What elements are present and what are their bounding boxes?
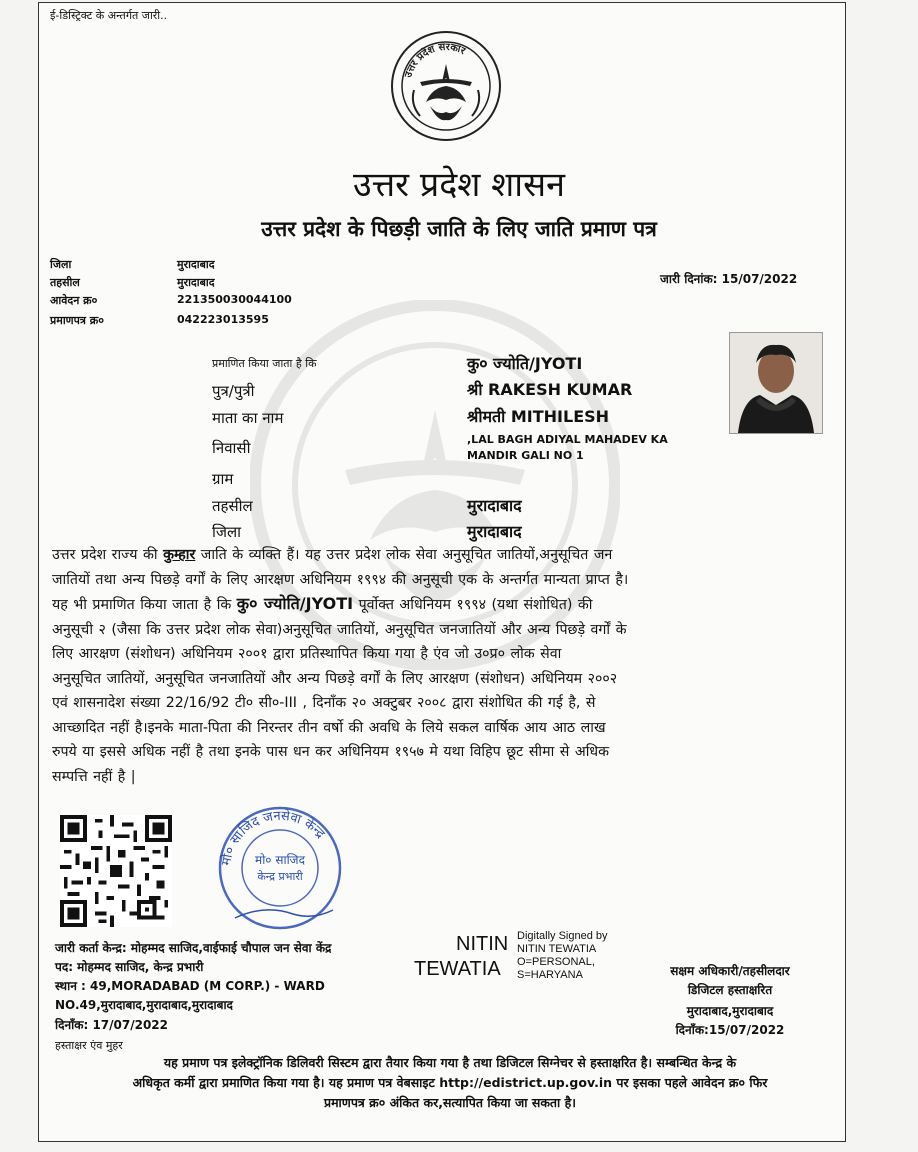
tehsil-value: मुरादाबाद	[177, 276, 215, 289]
body-line: रुपये या इससे अधिक नहीं है तथा इनके पास धन कर अधिनियम १९५७ मे यथा विहिप छूट सीमा से अधिक	[52, 744, 609, 760]
application-number: 221350030044100	[177, 293, 292, 306]
footer-line: प्रमाणपत्र क्र० अंकित कर,सत्यापित किया जा सकता है।	[323, 1095, 577, 1110]
digital-sign-line4: S=HARYANA	[517, 969, 583, 981]
tehsil-detail-value: मुरादाबाद	[467, 496, 522, 515]
body-applicant-name: कु० ज्योति/JYOTI	[236, 594, 354, 613]
svg-text:उत्तर प्रदेश सरकार	[403, 42, 468, 80]
body-line: सम्पत्ति नहीं है |	[52, 768, 136, 785]
stamp-ring-text: मो० साजिद जनसेवा केन्द्र	[219, 808, 328, 867]
son-daughter-label: पुत्र/पुत्री	[212, 382, 255, 400]
page-title: उत्तर प्रदेश शासन	[353, 165, 565, 205]
body-line: अनुसूची २ (जैसा कि उत्तर प्रदेश लोक सेवा)अनुसूचित जातियों, अनुसूचित जनजातियों और अन्य पिछड़े वर्गों के	[52, 621, 627, 638]
page-subtitle: उत्तर प्रदेश के पिछड़ी जाति के लिए जाति प्रमाण पत्र	[261, 217, 657, 241]
issuer-post: पद: मोहम्मद साजिद, केन्द्र प्रभारी	[55, 960, 204, 974]
sign-seal-label: हस्ताक्षर एंव मुहर	[55, 1039, 123, 1052]
certify-label: प्रमाणित किया जाता है कि	[212, 357, 317, 370]
officer-line3: मुरादाबाद,मुरादाबाद	[686, 1004, 774, 1018]
verification-note	[55, 1053, 845, 1113]
officer-date: दिनाँक:15/07/2022	[675, 1023, 785, 1037]
body-line: जातियों तथा अन्य पिछड़े वर्गों के लिए आरक्षण अधिनियम १९९४ की अनुसूची एक के अन्तर्गत मान्यता प्राप्त है।	[52, 571, 629, 588]
issuer-place-line1: स्थान : 49,MORADABAD (M CORP.) - WARD	[55, 979, 325, 993]
digital-sign-line2: NITIN TEWATIA	[517, 943, 597, 955]
certificate-body	[52, 543, 832, 789]
body-line: लिए आरक्षण (संशोधन) अधिनियम २००१ द्वारा प्रतिस्थापित किया गया है एंव जो उ०प्र० लोक सेवा	[52, 646, 562, 662]
issuer-center: जारी कर्ता केन्द्र: मोहम्मद साजिद,वाईफाई चौपाल जन सेवा केंद्र	[55, 941, 332, 955]
digital-sign-line3: O=PERSONAL,	[517, 956, 595, 968]
caste-name: कुम्हार	[163, 547, 196, 563]
signer-name-line2: TEWATIA	[414, 958, 501, 980]
footer-line: यह प्रमाण पत्र इलेक्ट्रॉनिक डिलिवरी सिस्टम द्वारा तैयार किया गया है तथा डिजिटल सिग्नेचर से हस्ताक्षरित है। सम्बन्धित केन्द्र के	[163, 1055, 737, 1070]
tehsil-label: तहसील	[50, 276, 80, 289]
up-government-emblem	[390, 30, 502, 142]
signer-name-line1: NITIN	[456, 933, 509, 955]
issuer-place-line2: NO.49,मुरादाबाद,मुरादाबाद,मुरादाबाद	[55, 998, 233, 1012]
stamp-center-line2: केन्द्र प्रभारी	[257, 870, 303, 883]
address-line1: ,LAL BAGH ADIYAL MAHADEV KA	[467, 433, 668, 446]
mother-name: श्रीमती MITHILESH	[467, 407, 610, 426]
officer-line2: डिजिटल हस्ताक्षरित	[687, 983, 773, 997]
district-detail-value: मुरादाबाद	[467, 522, 522, 541]
body-line: एवं शासनादेश संख्या 22/16/92 टी० सी०-III , दिनाँक २० अक्टुबर २००८ द्वारा संशोधित की गई है, से	[52, 695, 596, 711]
tehsil-detail-label: तहसील	[212, 497, 253, 515]
body-line: यह भी प्रमाणित किया जाता है कि कु० ज्योति/JYOTI पूर्वोक्त अधिनियम १९९४ (यथा संशोधित) की	[52, 594, 593, 613]
body-line: अनुसूचित जातियों, अनुसूचित जनजातियों और अन्य पिछड़े वर्गों के लिए आरक्षण (संशोधन) अधिनियम २००२	[52, 670, 618, 687]
body-line: आच्छादित नहीं है।इनके माता-पिता की निरन्तर तीन वर्षो की अवधि के लिये सकल वार्षिक आय आठ लाख	[52, 719, 606, 736]
district-value: मुरादाबाद	[177, 258, 215, 271]
father-name: श्री RAKESH KUMAR	[467, 380, 633, 399]
certificate-label: प्रमाणपत्र क्र०	[50, 314, 104, 327]
resident-label: निवासी	[212, 439, 251, 457]
village-label: ग्राम	[212, 470, 234, 488]
qr-code	[60, 815, 172, 927]
mother-label: माता का नाम	[212, 409, 284, 427]
stamp-center-line1: मो० साजिद	[255, 853, 305, 867]
certificate-number: 042223013595	[177, 313, 269, 326]
applicant-photo	[729, 332, 823, 434]
digital-sign-line1: Digitally Signed by	[517, 930, 608, 942]
district-label: जिला	[50, 258, 72, 271]
issue-date: जारी दिनांक: 15/07/2022	[660, 272, 798, 286]
header-note: ई-डिस्ट्रिक्ट के अन्तर्गत जारी..	[50, 9, 168, 22]
body-line: उत्तर प्रदेश राज्य की कुम्हार जाति के व्यक्ति हैं। यह उत्तर प्रदेश लोक सेवा अनुसूचित जातियों,अनुसूचित जन	[52, 547, 613, 563]
seva-kendra-stamp	[205, 800, 355, 930]
footer-line: अधिकृत कर्मी द्वारा प्रमाणित किया गया है। यह प्रमाण पत्र वेबसाइट http://edistrict.up.gov.in पर इसका पहले आवेदन क्र० फिर	[132, 1075, 768, 1090]
officer-line1: सक्षम अधिकारी/तहसीलदार	[670, 964, 790, 978]
district-detail-label: जिला	[212, 523, 242, 541]
issuer-date: दिनाँक: 17/07/2022	[55, 1018, 169, 1032]
address-line2: MANDIR GALI NO 1	[467, 449, 584, 462]
application-label: आवेदन क्र०	[50, 294, 98, 307]
applicant-name: कु० ज्योति/JYOTI	[467, 354, 583, 373]
emblem-ring-text: उत्तर प्रदेश सरकार	[403, 41, 467, 79]
